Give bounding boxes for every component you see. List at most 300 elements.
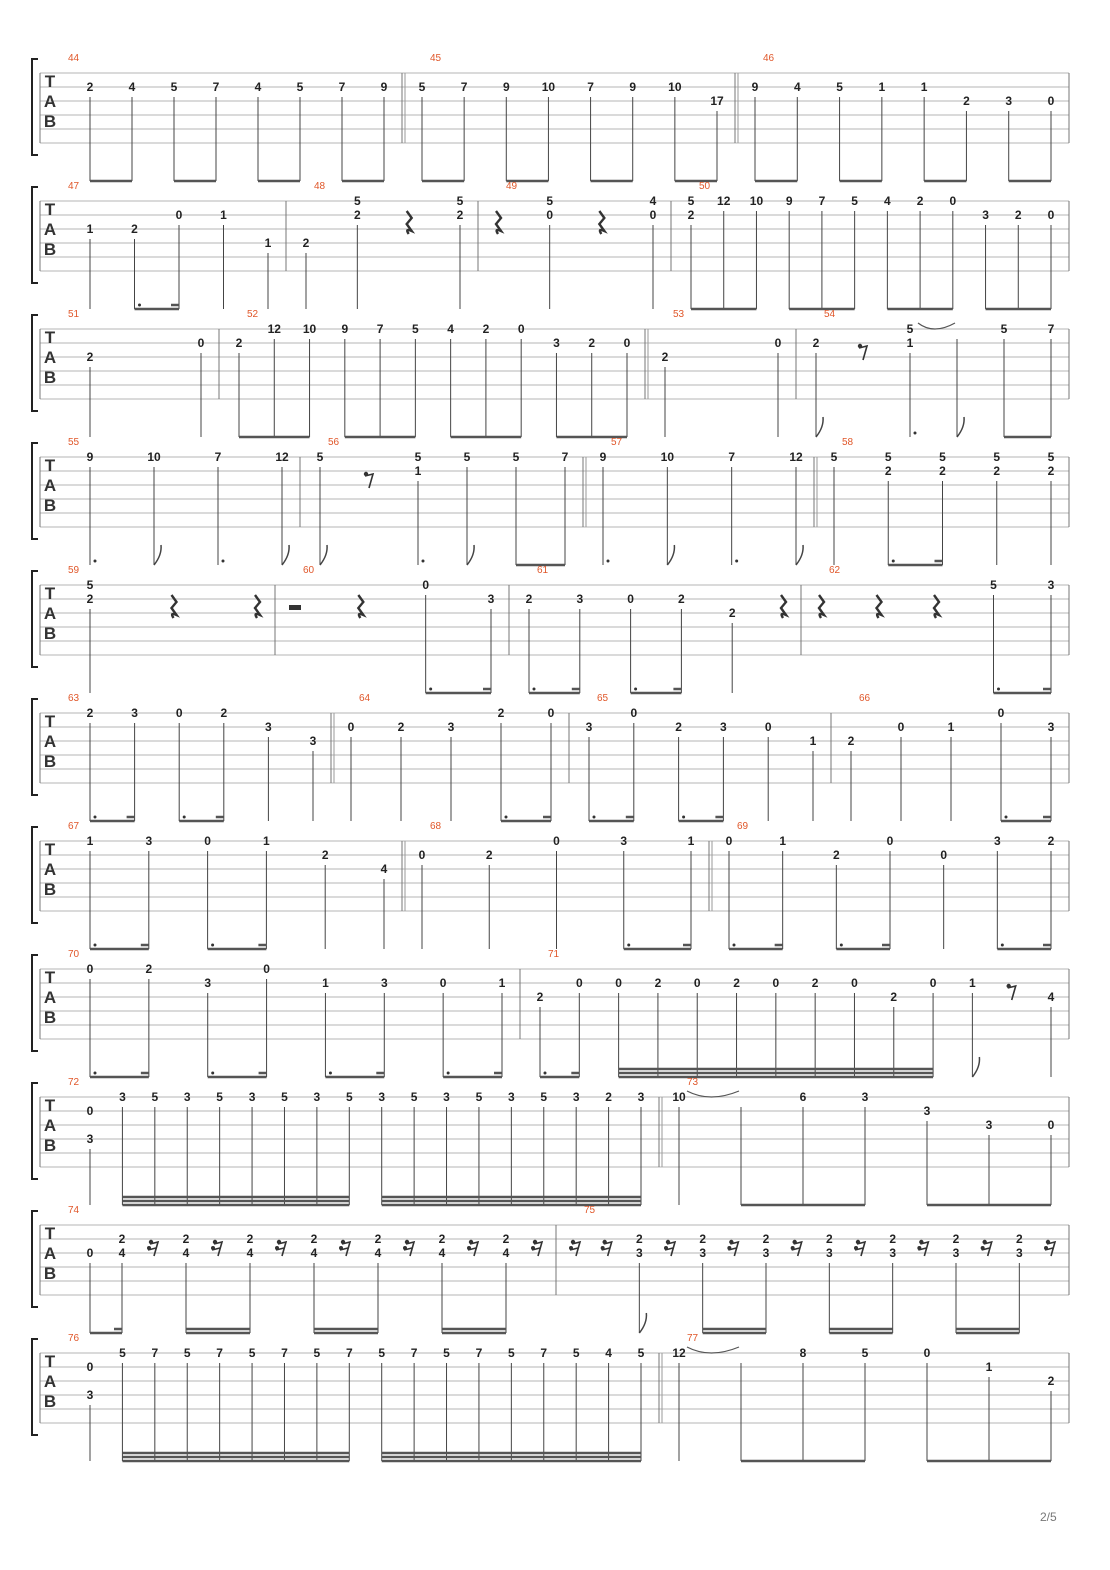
tab-clef-letter: A <box>43 1116 57 1135</box>
fret-number: 4 <box>374 1246 382 1260</box>
fret-number: 5 <box>281 1090 288 1104</box>
fret-number: 0 <box>517 322 525 336</box>
fret-number: 5 <box>939 450 946 464</box>
fret-number: 9 <box>751 80 759 94</box>
system-bracket <box>32 827 38 923</box>
measure <box>317 437 569 565</box>
rest-symbol <box>1044 1240 1055 1256</box>
fret-number: 1 <box>414 464 422 478</box>
fret-number: 5 <box>475 1090 483 1104</box>
fret-number: 7 <box>818 194 826 208</box>
rest-symbol <box>858 344 867 360</box>
tab-clef-letter: T <box>44 712 56 731</box>
fret-number: 0 <box>175 208 183 222</box>
fret-number: 3 <box>378 1090 386 1104</box>
measure-number: 66 <box>859 693 871 704</box>
fret-number: 4 <box>502 1246 510 1260</box>
fret-number: 1 <box>985 1360 993 1374</box>
fret-number: 5 <box>993 450 1001 464</box>
fret-number: 3 <box>309 734 317 748</box>
fret-number: 2 <box>86 706 94 720</box>
augmentation-dot <box>840 944 843 947</box>
fret-number: 3 <box>889 1246 897 1260</box>
fret-number: 0 <box>949 194 957 208</box>
fret-number: 1 <box>878 80 886 94</box>
fret-number: 5 <box>378 1346 386 1360</box>
measure <box>662 1077 1055 1205</box>
tab-clef-letter: T <box>44 1352 56 1371</box>
fret-number: 4 <box>793 80 801 94</box>
measure-number: 52 <box>247 309 259 320</box>
measure-number: 68 <box>430 821 442 832</box>
augmentation-dot <box>682 816 685 819</box>
measure-number: 71 <box>548 949 560 960</box>
fret-number: 8 <box>799 1346 807 1360</box>
measure <box>303 181 464 309</box>
augmentation-dot <box>447 1072 450 1075</box>
measure <box>405 53 724 181</box>
tab-system <box>32 1205 1069 1333</box>
tab-clef-letter: T <box>44 456 56 475</box>
fret-number: 0 <box>615 976 622 990</box>
fret-number: 4 <box>380 862 388 876</box>
fret-number: 0 <box>929 976 937 990</box>
measure <box>526 565 786 693</box>
fret-number: 5 <box>296 80 304 94</box>
fret-number: 5 <box>830 450 838 464</box>
fret-number: 3 <box>553 336 560 350</box>
fret-number: 4 <box>884 194 891 208</box>
fret-number: 0 <box>649 208 657 222</box>
fret-number: 0 <box>546 208 554 222</box>
fret-number: 4 <box>182 1246 190 1260</box>
fret-number: 3 <box>1047 720 1055 734</box>
tab-clef-letter: T <box>44 200 56 219</box>
rest-symbol <box>917 1240 928 1256</box>
fret-number: 5 <box>345 1090 353 1104</box>
fret-number: 0 <box>764 720 772 734</box>
fret-number: 3 <box>762 1246 770 1260</box>
rest-symbol <box>599 211 604 234</box>
fret-number: 7 <box>281 1346 288 1360</box>
measure-number: 54 <box>824 309 836 320</box>
fret-number: 2 <box>654 976 662 990</box>
fret-number: 0 <box>418 848 426 862</box>
rest-symbol <box>275 1240 286 1256</box>
fret-number: 5 <box>884 450 892 464</box>
fret-number: 2 <box>220 706 228 720</box>
fret-number: 4 <box>447 322 454 336</box>
fret-number: 3 <box>248 1090 256 1104</box>
fret-number: 1 <box>322 976 329 990</box>
fret-number: 9 <box>380 80 388 94</box>
fret-number: 1 <box>498 976 506 990</box>
fret-number: 1 <box>779 834 787 848</box>
fret-number: 2 <box>1015 1232 1023 1246</box>
augmentation-dot <box>429 688 432 691</box>
fret-number: 3 <box>145 834 153 848</box>
fret-number: 0 <box>627 592 634 606</box>
fret-number: 1 <box>86 834 94 848</box>
measure-number: 70 <box>68 949 80 960</box>
fret-number: 1 <box>86 222 94 236</box>
tab-system <box>32 309 1069 437</box>
fret-number: 5 <box>412 322 419 336</box>
fret-number: 6 <box>799 1090 807 1104</box>
fret-number: 0 <box>886 834 894 848</box>
fret-number: 2 <box>1047 1374 1055 1388</box>
fret-number: 7 <box>151 1346 159 1360</box>
measure-number: 44 <box>68 53 80 64</box>
fret-number: 3 <box>204 976 212 990</box>
tab-system <box>32 565 1069 693</box>
fret-number: 1 <box>220 208 227 222</box>
fret-number: 5 <box>418 80 426 94</box>
measure <box>712 821 1055 949</box>
system-bracket <box>32 1339 38 1435</box>
fret-number: 7 <box>216 1346 223 1360</box>
augmentation-dot <box>94 816 97 819</box>
fret-number: 3 <box>380 976 388 990</box>
fret-number: 2 <box>235 336 243 350</box>
measure-number: 48 <box>314 181 326 192</box>
tab-system <box>32 821 1069 949</box>
system-bracket <box>32 59 38 155</box>
fret-number: 2 <box>733 976 740 990</box>
measure-number: 63 <box>68 693 80 704</box>
measure <box>817 437 1055 565</box>
fret-number: 5 <box>540 1090 548 1104</box>
fret-number: 2 <box>762 1232 770 1246</box>
system-bracket <box>32 1211 38 1307</box>
note-flag <box>320 545 327 565</box>
tab-clef-letter: A <box>43 604 57 623</box>
tab-system <box>32 1333 1069 1461</box>
measure <box>537 949 1055 1077</box>
fret-number: 7 <box>728 450 736 464</box>
fret-number: 0 <box>86 1360 94 1374</box>
fret-number: 5 <box>248 1346 256 1360</box>
rest-symbol <box>877 595 882 618</box>
fret-number: 5 <box>572 1346 580 1360</box>
fret-number: 0 <box>1047 208 1055 222</box>
rest-symbol <box>727 1240 738 1256</box>
fret-number: 0 <box>630 706 638 720</box>
fret-number: 3 <box>119 1090 126 1104</box>
fret-number: 2 <box>497 706 505 720</box>
tab-clef-letter: B <box>43 368 57 387</box>
tab-clef-letter: A <box>43 1244 57 1263</box>
tab-clef-letter: T <box>44 328 56 347</box>
system-bracket <box>32 699 38 795</box>
rest-symbol <box>819 595 824 618</box>
measure <box>334 693 555 821</box>
fret-number: 3 <box>699 1246 707 1260</box>
fret-number: 3 <box>313 1090 321 1104</box>
rest-symbol <box>289 605 301 610</box>
fret-number: 2 <box>456 208 464 222</box>
note-flag <box>796 545 803 565</box>
fret-number: 9 <box>502 80 510 94</box>
fret-number: 12 <box>717 194 731 208</box>
rest-symbol <box>403 1240 414 1256</box>
measure <box>688 181 1055 309</box>
fret-number: 2 <box>889 1232 897 1246</box>
augmentation-dot <box>914 432 917 435</box>
fret-number: 5 <box>463 450 471 464</box>
measure-number: 62 <box>829 565 841 576</box>
measure <box>68 1205 542 1333</box>
fret-number: 4 <box>246 1246 254 1260</box>
tab-system <box>32 949 1069 1077</box>
fret-number: 7 <box>214 450 222 464</box>
tab-clef-letter: B <box>43 240 57 259</box>
fret-number: 2 <box>661 350 669 364</box>
measure-number: 53 <box>673 309 685 320</box>
fret-number: 7 <box>540 1346 548 1360</box>
fret-number: 2 <box>588 336 596 350</box>
fret-number: 0 <box>547 706 555 720</box>
rest-symbol <box>854 1240 865 1256</box>
fret-number: 0 <box>439 976 447 990</box>
fret-number: 2 <box>482 322 490 336</box>
measure <box>68 565 260 693</box>
fret-number: 3 <box>635 1246 643 1260</box>
fret-number: 5 <box>990 578 997 592</box>
fret-number: 2 <box>438 1232 446 1246</box>
fret-number: 5 <box>906 322 914 336</box>
tab-clef-letter: B <box>43 496 57 515</box>
fret-number: 4 <box>118 1246 126 1260</box>
tab-clef-letter: B <box>43 1392 57 1411</box>
tab-system <box>32 53 1069 181</box>
augmentation-dot <box>1001 944 1004 947</box>
measure <box>813 309 1055 437</box>
fret-number: 7 <box>587 80 594 94</box>
tab-clef-letter: T <box>44 968 56 987</box>
note-flag <box>816 417 823 437</box>
measure <box>236 309 631 437</box>
fret-number: 3 <box>861 1090 869 1104</box>
rest-symbol <box>339 1240 350 1256</box>
fret-number: 7 <box>460 80 468 94</box>
fret-number: 1 <box>969 976 976 990</box>
rest-symbol <box>496 211 501 234</box>
tab-clef-letter: A <box>43 476 57 495</box>
fret-number: 0 <box>923 1346 931 1360</box>
augmentation-dot <box>183 816 186 819</box>
fret-number: 10 <box>672 1090 686 1104</box>
fret-number: 12 <box>275 450 289 464</box>
tab-system <box>32 181 1069 309</box>
measure-number: 57 <box>611 437 623 448</box>
measure-number: 47 <box>68 181 80 192</box>
tie-arc <box>918 323 955 329</box>
tab-clef-letter: B <box>43 624 57 643</box>
system-bracket <box>32 955 38 1051</box>
fret-number: 2 <box>536 990 544 1004</box>
measure-number: 67 <box>68 821 80 832</box>
note-flag <box>154 545 161 565</box>
augmentation-dot <box>422 560 425 563</box>
fret-number: 2 <box>86 80 94 94</box>
measure-number: 55 <box>68 437 80 448</box>
fret-number: 5 <box>508 1346 515 1360</box>
fret-number: 2 <box>699 1232 707 1246</box>
fret-number: 5 <box>410 1090 418 1104</box>
fret-number: 0 <box>175 706 183 720</box>
measure-number: 65 <box>597 693 609 704</box>
tab-clef-letter: A <box>43 92 57 111</box>
augmentation-dot <box>997 688 1000 691</box>
fret-number: 2 <box>310 1232 318 1246</box>
fret-number: 9 <box>629 80 637 94</box>
fret-number: 7 <box>345 1346 353 1360</box>
measure <box>648 309 782 437</box>
fret-number: 17 <box>710 94 724 108</box>
fret-number: 3 <box>1015 1246 1023 1260</box>
rest-symbol <box>147 1240 158 1256</box>
fret-number: 0 <box>86 1246 94 1260</box>
measure <box>68 181 272 309</box>
fret-number: 0 <box>1047 94 1055 108</box>
fret-number: 2 <box>86 350 94 364</box>
measure-number: 51 <box>68 309 80 320</box>
fret-number: 0 <box>997 706 1005 720</box>
fret-number: 2 <box>1047 464 1055 478</box>
fret-number: 2 <box>525 592 533 606</box>
fret-number: 12 <box>789 450 803 464</box>
augmentation-dot <box>222 560 225 563</box>
fret-number: 2 <box>952 1232 960 1246</box>
fret-number: 0 <box>197 336 205 350</box>
tab-clef-letter: B <box>43 1264 57 1283</box>
fret-number: 7 <box>475 1346 483 1360</box>
fret-number: 0 <box>774 336 782 350</box>
fret-number: 3 <box>585 720 593 734</box>
fret-number: 5 <box>546 194 554 208</box>
fret-number: 4 <box>1047 990 1055 1004</box>
tab-clef-letter: B <box>43 112 57 131</box>
measure-number: 77 <box>687 1333 699 1344</box>
page-number: 2/5 <box>1040 1510 1057 1524</box>
tab-clef-letter: A <box>43 732 57 751</box>
rest-symbol <box>601 1240 612 1256</box>
fret-number: 7 <box>338 80 346 94</box>
fret-number: 7 <box>376 322 384 336</box>
tie-arc <box>687 1347 739 1353</box>
fret-number: 2 <box>485 848 493 862</box>
fret-number: 9 <box>341 322 349 336</box>
fret-number: 0 <box>693 976 701 990</box>
measure <box>496 181 657 309</box>
rest-symbol <box>407 211 412 234</box>
measure <box>68 949 506 1077</box>
fret-number: 5 <box>836 80 843 94</box>
fret-number: 2 <box>993 464 1001 478</box>
augmentation-dot <box>607 560 610 563</box>
measure-number: 45 <box>430 53 442 64</box>
note-flag <box>957 417 964 437</box>
fret-number: 2 <box>397 720 405 734</box>
system-bracket <box>32 187 38 283</box>
fret-number: 5 <box>851 194 858 208</box>
fret-number: 2 <box>1047 834 1055 848</box>
measure-number: 73 <box>687 1077 699 1088</box>
fret-number: 3 <box>265 720 272 734</box>
measure <box>848 693 1055 821</box>
fret-number: 5 <box>861 1346 869 1360</box>
fret-number: 1 <box>920 80 928 94</box>
fret-number: 2 <box>502 1232 510 1246</box>
fret-number: 3 <box>720 720 727 734</box>
augmentation-dot <box>634 688 637 691</box>
rest-symbol <box>1006 984 1015 1000</box>
measure <box>68 693 317 821</box>
system-bracket <box>32 443 38 539</box>
tab-clef-letter: A <box>43 220 57 239</box>
augmentation-dot <box>892 560 895 563</box>
fret-number: 7 <box>561 450 569 464</box>
system-bracket <box>32 315 38 411</box>
tab-clef-letter: B <box>43 1008 57 1027</box>
fret-number: 0 <box>553 834 560 848</box>
system-bracket <box>32 571 38 667</box>
measure <box>405 821 695 949</box>
fret-number: 5 <box>170 80 178 94</box>
fret-number: 2 <box>353 208 361 222</box>
augmentation-dot <box>627 944 630 947</box>
fret-number: 2 <box>812 336 820 350</box>
tab-clef-letter: B <box>43 880 57 899</box>
fret-number: 5 <box>512 450 520 464</box>
fret-number: 0 <box>347 720 355 734</box>
fret-number: 2 <box>675 720 682 734</box>
fret-number: 2 <box>302 236 310 250</box>
fret-number: 10 <box>541 80 556 94</box>
rest-symbol <box>255 595 260 618</box>
note-flag <box>639 1313 646 1333</box>
tie-arc <box>687 1091 739 1097</box>
fret-number: 7 <box>410 1346 418 1360</box>
augmentation-dot <box>593 816 596 819</box>
fret-number: 4 <box>649 194 657 208</box>
tab-clef-letter: A <box>43 988 57 1007</box>
fret-number: 3 <box>572 1090 580 1104</box>
fret-number: 3 <box>985 1118 993 1132</box>
augmentation-dot <box>138 304 141 307</box>
fret-number: 1 <box>906 336 914 350</box>
measure-number: 69 <box>737 821 749 832</box>
fret-number: 4 <box>605 1346 612 1360</box>
fret-number: 0 <box>86 1104 94 1118</box>
rest-symbol <box>934 595 939 618</box>
rest-symbol <box>981 1240 992 1256</box>
rest-symbol <box>172 595 177 618</box>
fret-number: 2 <box>145 962 153 976</box>
fret-number: 9 <box>599 450 607 464</box>
fret-number: 10 <box>660 450 675 464</box>
rest-symbol <box>467 1240 478 1256</box>
rest-symbol <box>364 472 373 488</box>
tab-clef-letter: A <box>43 860 57 879</box>
fret-number: 4 <box>254 80 262 94</box>
fret-number: 0 <box>851 976 858 990</box>
fret-number: 0 <box>575 976 583 990</box>
fret-number: 0 <box>86 962 94 976</box>
fret-number: 2 <box>884 464 892 478</box>
fret-number: 5 <box>1047 450 1055 464</box>
